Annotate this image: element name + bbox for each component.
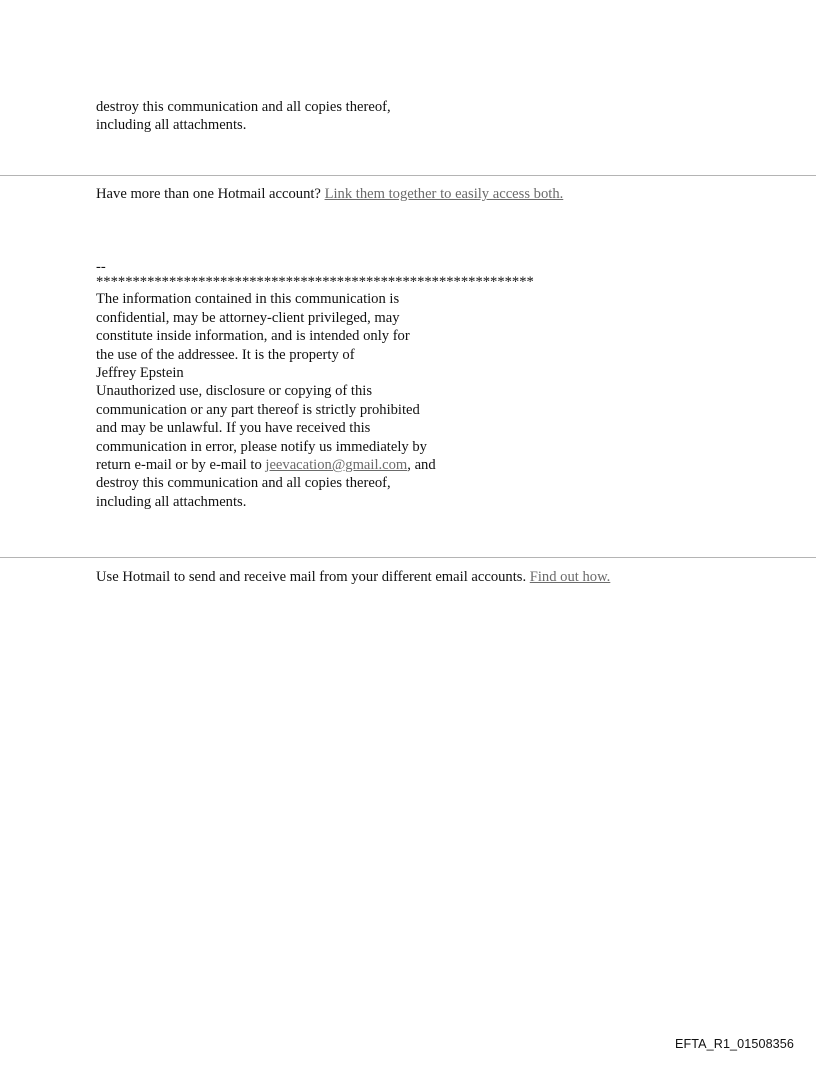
text-line: the use of the addressee. It is the property of <box>96 346 355 363</box>
text-line: destroy this communication and all copies thereof, <box>96 475 391 492</box>
divider <box>0 175 816 176</box>
document-id: EFTA_R1_01508356 <box>675 1037 794 1051</box>
top-disclaimer-tail <box>96 98 391 135</box>
hotmail-promo-find-out <box>96 568 610 586</box>
text-line: Unauthorized use, disclosure or copying of this <box>96 383 373 400</box>
find-out-how-link[interactable]: Find out how. <box>529 569 611 585</box>
text-line: including all attachments. <box>96 117 247 134</box>
divider <box>0 557 816 558</box>
email-prefix: return e-mail or by e-mail to <box>96 457 266 474</box>
email-line <box>96 456 534 474</box>
text-line: Jeffrey Epstein <box>96 365 184 382</box>
signature-separator: -- <box>96 259 106 275</box>
text-line: communication or any part thereof is strictly prohibited <box>96 401 420 418</box>
promo-text: Use Hotmail to send and receive mail from your different email accounts. <box>96 569 530 585</box>
text-line: and may be unlawful. If you have received this <box>96 420 371 437</box>
asterisk-rule: ************************************************************ <box>96 274 534 291</box>
text-line: constitute inside information, and is intended only for <box>96 328 410 345</box>
text-line: communication in error, please notify us immediately by <box>96 438 427 455</box>
text-line: including all attachments. <box>96 493 247 510</box>
email-suffix: , and <box>407 457 436 474</box>
text-line: The information contained in this communication is <box>96 291 400 308</box>
confidentiality-disclaimer <box>96 258 534 511</box>
hotmail-promo-link-accounts <box>96 185 563 203</box>
promo-text: Have more than one Hotmail account? <box>96 186 325 202</box>
text-line: confidential, may be attorney-client privileged, may <box>96 309 400 326</box>
link-accounts-link[interactable]: Link them together to easily access both. <box>324 186 564 202</box>
text-line: destroy this communication and all copies thereof, <box>96 99 391 115</box>
email-link[interactable]: jeevacation@gmail.com <box>265 457 408 474</box>
